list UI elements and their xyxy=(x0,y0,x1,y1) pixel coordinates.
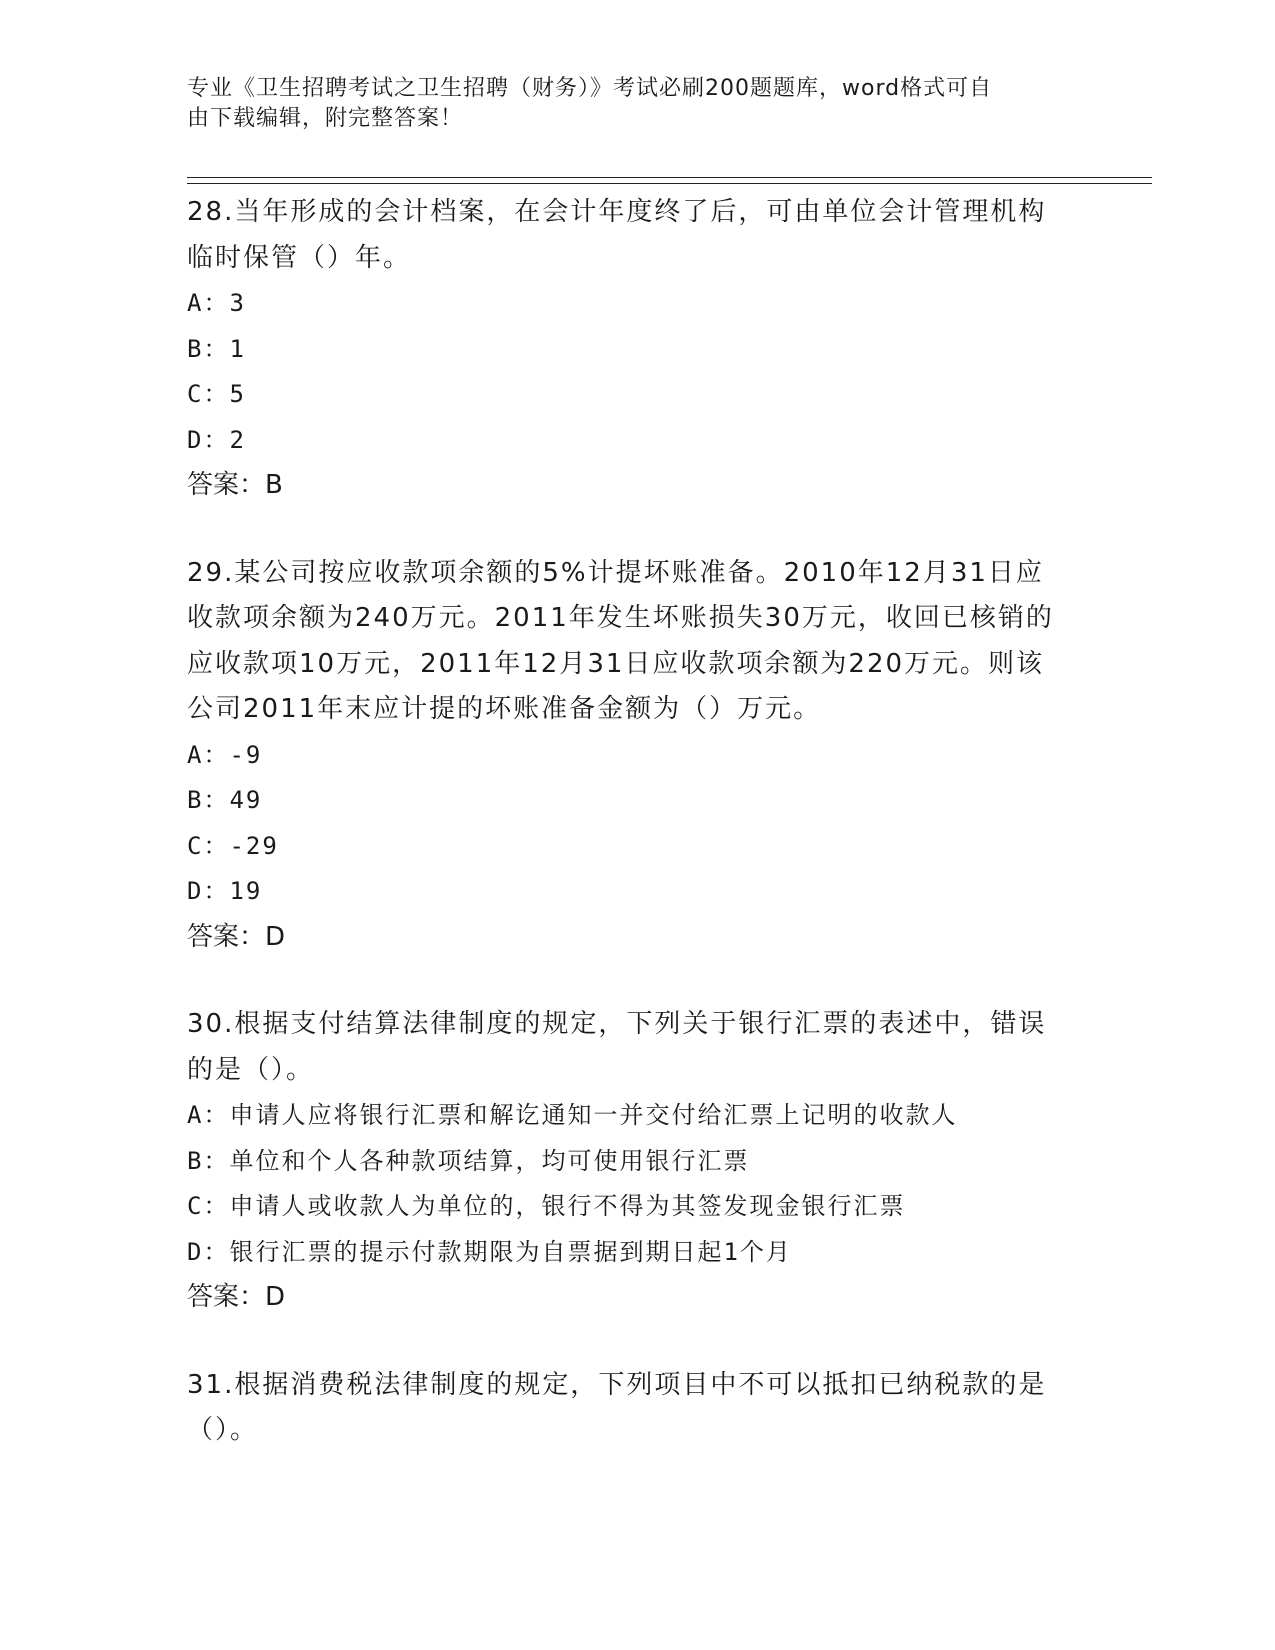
question-stem xyxy=(187,1363,1087,1454)
option-text: -29 xyxy=(229,831,279,860)
document-header xyxy=(187,74,1067,134)
question-list xyxy=(187,190,1087,1496)
header-divider-top xyxy=(187,177,1152,178)
option-label: B： xyxy=(187,1146,230,1175)
option-label: B： xyxy=(187,334,230,363)
answer-line: 答案：D xyxy=(187,921,286,952)
option-text: 申请人或收款人为单位的，银行不得为其签发现金银行汇票 xyxy=(229,1192,906,1220)
option-d xyxy=(187,1230,1087,1276)
option-label: C： xyxy=(187,831,230,860)
option-label: C： xyxy=(187,1192,230,1220)
option-label: D： xyxy=(187,877,230,905)
option-label: C： xyxy=(187,380,230,408)
question-29 xyxy=(187,551,1087,961)
option-text: 49 xyxy=(229,786,263,814)
option-d xyxy=(187,418,1087,464)
option-label: A： xyxy=(187,740,230,769)
option-a xyxy=(187,733,1087,779)
option-text: -9 xyxy=(229,740,263,769)
answer-line: 答案：B xyxy=(187,470,283,500)
stem-line: 31.根据消费税法律制度的规定，下列项目中不可以抵扣已纳税款的是 xyxy=(187,1369,1047,1400)
stem-line: 29.某公司按应收款项余额的5%计提坏账准备。2010年12月31日应 xyxy=(187,557,1044,588)
option-label: D： xyxy=(187,1237,230,1266)
option-text: 申请人应将银行汇票和解讫通知一并交付给汇票上记明的收款人 xyxy=(229,1101,958,1129)
option-b xyxy=(187,327,1087,373)
option-d xyxy=(187,869,1087,915)
stem-line: 公司2011年末应计提的坏账准备金额为（）万元。 xyxy=(187,694,822,724)
option-b xyxy=(187,778,1087,824)
option-text: 3 xyxy=(229,289,246,317)
option-text: 1 xyxy=(229,334,246,363)
option-b xyxy=(187,1139,1087,1185)
option-a xyxy=(187,1093,1087,1139)
stem-line: 的是（）。 xyxy=(187,1054,315,1085)
header-line-2: 由下载编辑，附完整答案！ xyxy=(187,106,464,131)
option-c xyxy=(187,824,1087,870)
question-stem xyxy=(187,551,1087,733)
option-text: 银行汇票的提示付款期限为自票据到期日起1个月 xyxy=(229,1237,792,1266)
header-divider-bottom xyxy=(187,183,1152,184)
stem-line: 28.当年形成的会计档案，在会计年度终了后，可由单位会计管理机构 xyxy=(187,197,1047,227)
option-text: 5 xyxy=(229,380,246,408)
option-c xyxy=(187,1184,1087,1230)
option-c xyxy=(187,372,1087,418)
option-label: D： xyxy=(187,425,230,454)
stem-line: 临时保管（）年。 xyxy=(187,242,412,273)
option-a xyxy=(187,281,1087,327)
option-text: 单位和个人各种款项结算，均可使用银行汇票 xyxy=(229,1146,750,1175)
option-text: 2 xyxy=(229,425,246,454)
question-28 xyxy=(187,190,1087,509)
header-line-1: 专业《卫生招聘考试之卫生招聘（财务）》考试必刷200题题库，word格式可自 xyxy=(187,76,993,101)
question-stem xyxy=(187,1002,1087,1093)
stem-line: （）。 xyxy=(187,1415,259,1445)
stem-line: 应收款项10万元，2011年12月31日应收款项余额为220万元。则该 xyxy=(187,648,1045,679)
question-stem xyxy=(187,190,1087,281)
answer-line: 答案：D xyxy=(187,1282,286,1312)
option-label: A： xyxy=(187,289,230,317)
question-30 xyxy=(187,1002,1087,1321)
option-text: 19 xyxy=(229,877,263,905)
option-label: B： xyxy=(187,786,230,814)
question-31 xyxy=(187,1363,1087,1454)
stem-line: 30.根据支付结算法律制度的规定，下列关于银行汇票的表述中，错误 xyxy=(187,1009,1047,1039)
stem-line: 收款项余额为240万元。2011年发生坏账损失30万元，收回已核销的 xyxy=(187,603,1054,633)
option-label: A： xyxy=(187,1101,230,1129)
